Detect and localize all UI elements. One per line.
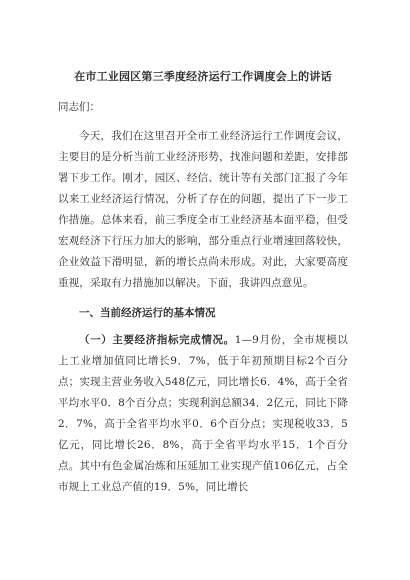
intro-paragraph: 今天，我们在这里召开全市工业经济运行工作调度会议，主要目的是分析当前工业经济形势，找准问题和差距，安排部署下步工作。刚才，园区、经信、统计等有关部门汇报了今年以来工业经济运行情况，分析了存在的问题，提出了下一步工作措施。总体来看，前三季度全市工业经济基本面平稳，但受宏观经济下行压力加大的影响，部分重点行业增速回落较快，企业效益下滑明显，新的增长点尚未形成。对此，大家要高度重视，采取有力措施加以解决。下面，我讲四点意见。: [58, 130, 348, 289]
salutation: 同志们：: [58, 101, 100, 113]
section-heading: 一、当前经济运行的基本情况: [79, 307, 216, 319]
subsection-paragraph: [58, 330, 348, 498]
subsection-heading: （一）主要经济指标完成情况。: [79, 334, 235, 346]
subsection-body: 1—9月份，全市规模以上工业增加值同比增长9．7%，低于年初预期目标2个百分点；实现主营业务收入548亿元，同比增长6．4%，高于全省平均水平0．8个百分点；实现利润总额34．2亿元，同比下降2．7%，高于全省平均水平0．6个百分点；实现税收33．5亿元，同比增长26．8%，高于全省平均水平15．1个百分点。其中有色金属冶炼和压延加工业实现产值106亿元，占全市规上工业总产值的19．5%，同比增长: [58, 334, 348, 493]
document-title: 在市工业园区第三季度经济运行工作调度会上的讲话: [74, 70, 332, 83]
